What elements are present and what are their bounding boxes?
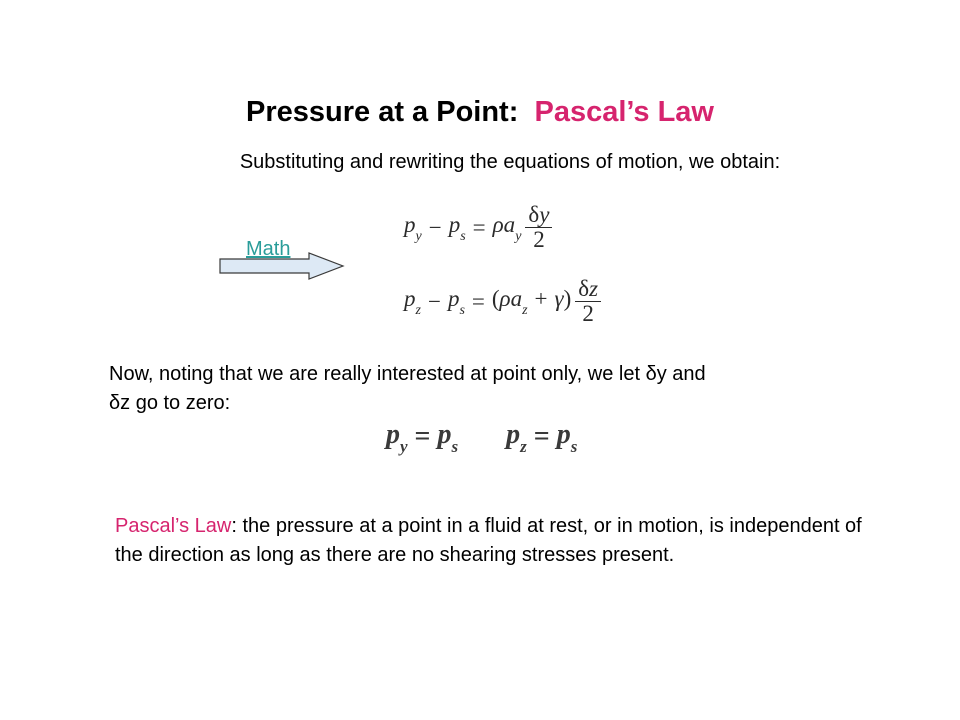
pascal-law-definition: : the pressure at a point in a fluid at rest, or in motion, is independent of the direction as long as there are no shearing stresses present. xyxy=(115,515,862,566)
paragraph-limit xyxy=(109,360,869,418)
subtitle: Substituting and rewriting the equations of motion, we obtain: xyxy=(239,151,781,173)
title-highlight: Pascal’s Law xyxy=(534,96,714,128)
equation-z: $p_z$ − $p_s$ = $(\rho a_z + \gamma)$ $\frac{\delta z}{2}$ xyxy=(404,277,601,326)
equation-y: $p_y$ − $p_s$ = $\rho a_y$ $\frac{\delta y}{2}$ xyxy=(404,203,552,252)
paragraph-limit-line1: Now, noting that we are really interested at point only, we let δy and xyxy=(109,363,706,385)
paragraph-limit-line2: δz go to zero: xyxy=(109,392,231,414)
equation-limit: $p_y$ = $p_s$ $p_z$ = $p_s$ xyxy=(386,419,578,456)
pascal-law-term: Pascal’s Law xyxy=(115,515,232,537)
slide-title xyxy=(0,96,960,129)
math-link[interactable]: Math xyxy=(246,238,291,260)
paragraph-pascal-law xyxy=(115,512,875,570)
title-prefix: Pressure at a Point: xyxy=(246,96,519,128)
